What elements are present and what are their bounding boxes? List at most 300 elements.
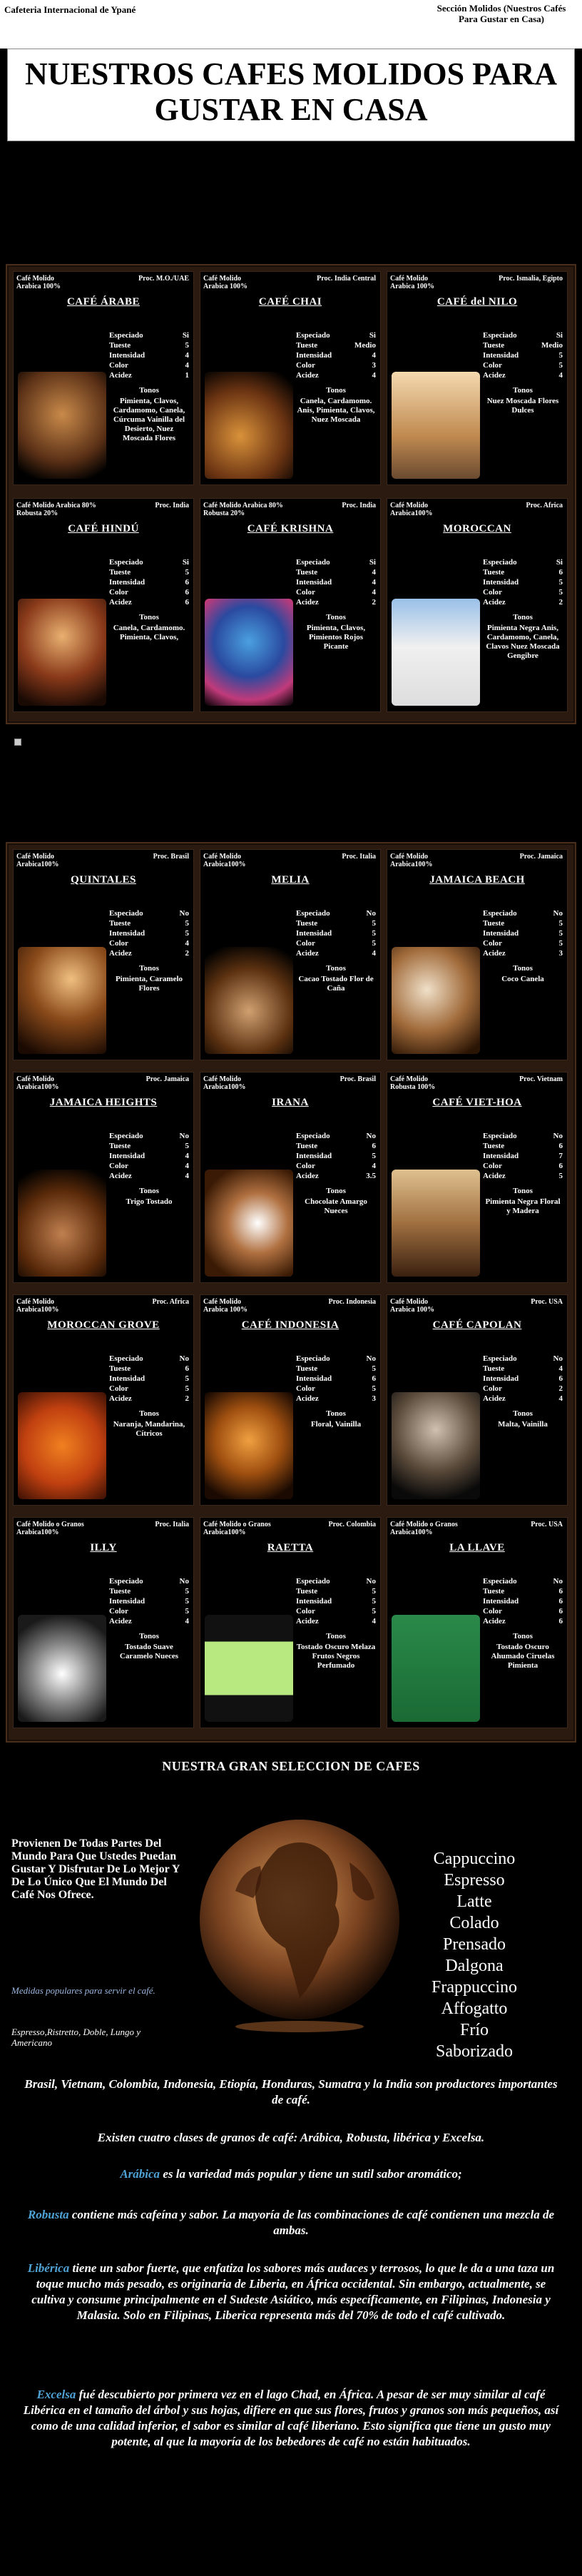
spec-value: 6: [372, 1142, 376, 1150]
shelf-classic: [6, 842, 576, 1743]
spec-label: Intensidad: [109, 578, 146, 587]
spec-label: Tueste: [296, 919, 318, 928]
spec-row: [296, 1394, 376, 1404]
spec-label: Acidez: [483, 598, 506, 607]
coffee-card: [200, 1072, 381, 1283]
spec-value: 4: [372, 371, 376, 380]
spec-row: [483, 918, 563, 928]
spec-row: [483, 1141, 563, 1151]
spec-label: Intensidad: [483, 578, 519, 587]
spec-value: 5: [185, 1374, 189, 1383]
spec-row: [109, 908, 189, 918]
spec-row: [483, 948, 563, 958]
coffee-card: [13, 1294, 194, 1506]
coffee-origin: Proc. Ismalia, Egipto: [499, 275, 563, 283]
spec-value: No: [553, 909, 563, 918]
spec-row: [296, 360, 376, 370]
tonos-value: Tostado Suave Caramelo Nueces: [119, 1643, 179, 1660]
spec-row: [483, 587, 563, 597]
spec-label: Acidez: [296, 1617, 319, 1626]
spec-row: [296, 1576, 376, 1586]
spec-value: 6: [185, 1364, 189, 1373]
spec-row: [109, 1171, 189, 1181]
spec-value: 5: [558, 361, 563, 370]
spec-row: [109, 1586, 189, 1596]
spec-list: [109, 1576, 189, 1626]
spec-value: 5: [558, 929, 563, 938]
spec-value: 5: [185, 1384, 189, 1393]
coffee-blend: Café Molido Arabica100%: [390, 853, 433, 868]
coffee-origin: Proc. USA: [531, 1521, 563, 1528]
spec-row: [296, 577, 376, 587]
spec-label: Especiado: [109, 1577, 143, 1586]
spec-row: [109, 370, 189, 380]
coffee-name: CAFÉ ÁRABE: [66, 296, 141, 308]
spec-label: Tueste: [483, 1587, 505, 1596]
spec-value: 6: [558, 1607, 563, 1616]
spec-label: Especiado: [296, 1132, 330, 1140]
spec-value: 3.5: [366, 1172, 376, 1180]
spec-label: Especiado: [483, 1132, 517, 1140]
coffee-image: [392, 1615, 480, 1722]
spec-row: [109, 1161, 189, 1171]
spec-value: 2: [185, 949, 189, 958]
spec-value: 5: [558, 939, 563, 948]
spec-row: [483, 577, 563, 587]
spec-row: [296, 1161, 376, 1171]
spec-value: Medio: [541, 341, 563, 350]
tonos-label: Tonos: [513, 613, 533, 622]
spec-label: Intensidad: [296, 578, 332, 587]
spec-label: Color: [296, 588, 315, 597]
spec-value: 5: [372, 919, 376, 928]
spec-row: [296, 370, 376, 380]
spec-row: [483, 557, 563, 567]
coffee-image: [392, 599, 480, 706]
tonos-value: Malta, Vainilla: [498, 1420, 548, 1429]
tonos-label: Tonos: [513, 1409, 533, 1418]
coffee-image: [205, 1170, 293, 1277]
spec-value: 5: [372, 1384, 376, 1393]
spec-row: [483, 1161, 563, 1171]
spec-label: Especiado: [296, 909, 330, 918]
spec-value: 4: [558, 1364, 563, 1373]
spec-value: 6: [185, 598, 189, 607]
spec-label: Color: [296, 1607, 315, 1616]
spec-value: No: [553, 1577, 563, 1586]
coffee-card: [387, 1072, 568, 1283]
spec-row: [296, 587, 376, 597]
top-header-bar: [0, 0, 582, 49]
spec-label: Acidez: [483, 1394, 506, 1403]
spec-value: 5: [185, 929, 189, 938]
spec-label: Tueste: [296, 568, 318, 577]
coffee-origin: Proc. Africa: [152, 1298, 189, 1306]
coffee-card: [13, 498, 194, 712]
spec-row: [296, 948, 376, 958]
spec-row: [109, 557, 189, 567]
drink-item: Affogatto: [441, 1999, 508, 2018]
spec-list: [483, 557, 563, 607]
spec-row: [483, 330, 563, 340]
spec-row: [109, 1384, 189, 1394]
spec-row: [483, 938, 563, 948]
spec-label: Acidez: [109, 598, 132, 607]
spec-value: 4: [372, 351, 376, 360]
spec-row: [109, 1151, 189, 1161]
spec-value: 6: [558, 1617, 563, 1626]
spec-label: Acidez: [296, 598, 319, 607]
spec-value: 5: [558, 351, 563, 360]
spec-value: 4: [372, 949, 376, 958]
tonos-value: Cacao Tostado Flor de Caña: [298, 975, 374, 993]
flavor-notes: [109, 1632, 189, 1661]
coffee-card: [387, 271, 568, 485]
coffee-blend: Café Molido Arabica 80% Robusta 20%: [16, 502, 96, 517]
coffee-name: LA LLAVE: [449, 1542, 505, 1553]
spec-row: [109, 928, 189, 938]
coffee-image: [18, 1615, 106, 1722]
spec-value: 5: [558, 1172, 563, 1180]
excelsa-word: Excelsa: [36, 2388, 76, 2401]
spec-label: Intensidad: [109, 351, 146, 360]
spec-value: 4: [185, 1172, 189, 1180]
spec-row: [483, 908, 563, 918]
spec-row: [109, 1606, 189, 1616]
spec-label: Intensidad: [296, 351, 332, 360]
spec-row: [483, 1171, 563, 1181]
coffee-blend: Café Molido Arabica100%: [16, 1075, 59, 1091]
spec-label: Acidez: [109, 949, 132, 958]
spec-label: Especiado: [483, 1577, 517, 1586]
coffee-origin: Proc. Italia: [155, 1521, 189, 1528]
spec-label: Acidez: [109, 1172, 132, 1180]
tonos-label: Tonos: [513, 964, 533, 973]
spec-value: No: [553, 1354, 563, 1363]
spec-value: No: [179, 1354, 189, 1363]
spec-label: Especiado: [483, 331, 517, 340]
spec-value: 4: [185, 351, 189, 360]
serving-types: Espresso,Ristretto, Doble, Lungo y Americano: [11, 2027, 141, 2048]
coffee-name: CAFÉ VIET-HOA: [432, 1097, 522, 1108]
coffee-origin: Proc. India: [342, 502, 376, 509]
spec-row: [296, 1606, 376, 1616]
tonos-value: Coco Canela: [501, 975, 544, 983]
spec-row: [109, 587, 189, 597]
spec-label: Color: [109, 1607, 128, 1616]
spec-label: Especiado: [109, 331, 143, 340]
tonos-label: Tonos: [139, 1187, 159, 1195]
robusta-text: [21, 2207, 561, 2238]
spec-value: 3: [372, 361, 376, 370]
serving-measures-heading: Medidas populares para servir el café.: [11, 1985, 155, 1996]
coffee-origin: Proc. India Central: [317, 275, 376, 283]
flavor-notes: [483, 1632, 563, 1670]
spec-value: 5: [185, 1607, 189, 1616]
coffee-blend: Café Molido Arabica 100%: [203, 275, 247, 290]
section-name: Sección Molidos (Nuestros Cafés Para Gustar en Casa): [436, 3, 566, 24]
spec-value: 5: [185, 568, 189, 577]
spec-value: 5: [372, 939, 376, 948]
spec-label: Tueste: [296, 1142, 318, 1150]
arabica-text: [21, 2166, 561, 2182]
spec-row: [483, 1586, 563, 1596]
spec-label: Especiado: [109, 1132, 143, 1140]
spec-label: Color: [483, 588, 502, 597]
coffee-name: CAFÉ KRISHNA: [247, 523, 334, 534]
spec-value: 5: [558, 578, 563, 587]
coffee-name: CAFÉ CHAI: [258, 296, 322, 308]
coffee-name: MELIA: [271, 874, 310, 886]
coffee-origin: Proc. Vietnam: [519, 1075, 563, 1083]
flavor-notes: [296, 1187, 376, 1216]
spec-label: Tueste: [483, 919, 505, 928]
flavor-notes: [109, 613, 189, 642]
spec-value: Si: [556, 558, 563, 567]
spec-value: 4: [558, 1394, 563, 1403]
spec-row: [109, 918, 189, 928]
tonos-value: Floral, Vainilla: [310, 1420, 362, 1429]
coffee-image: [205, 1615, 293, 1722]
spec-label: Intensidad: [109, 1152, 146, 1160]
spec-row: [296, 567, 376, 577]
spec-value: 4: [185, 939, 189, 948]
tonos-value: Pimienta, Clavos, Cardamomo, Canela, Cúrcuma Vainilla del Desierto, Nuez Moscada Flores: [113, 397, 185, 442]
coffee-card: [387, 1294, 568, 1506]
spec-label: Especiado: [483, 1354, 517, 1363]
spec-label: Intensidad: [109, 1597, 146, 1606]
spec-list: [296, 557, 376, 607]
spec-label: Color: [109, 1384, 128, 1393]
spec-value: 6: [558, 1162, 563, 1170]
drink-item: Prensado: [443, 1935, 506, 1954]
spec-label: Intensidad: [109, 1374, 146, 1383]
drink-item: Saborizado: [436, 2042, 513, 2061]
spec-value: 2: [185, 1394, 189, 1403]
spec-label: Especiado: [296, 1577, 330, 1586]
spec-value: 5: [372, 1607, 376, 1616]
spec-label: Intensidad: [483, 929, 519, 938]
spec-label: Tueste: [109, 568, 131, 577]
flavor-notes: [109, 1409, 189, 1439]
countries-text: Brasil, Vietnam, Colombia, Indonesia, Etiopía, Honduras, Sumatra y la India son productores importantes de café.: [24, 2077, 558, 2106]
spec-row: [296, 350, 376, 360]
coffee-image: [205, 372, 293, 479]
spec-label: Color: [296, 1162, 315, 1170]
coffee-image: [18, 1392, 106, 1499]
tonos-value: Pimienta Negra Anis, Cardamomo, Canela, Clavos Nuez Moscada Gengibre: [486, 624, 560, 660]
spec-label: Especiado: [483, 909, 517, 918]
coffee-card: [13, 849, 194, 1060]
spec-row: [296, 1374, 376, 1384]
tonos-label: Tonos: [139, 613, 159, 622]
coffee-name: CAFÉ CAPOLAN: [432, 1319, 522, 1331]
coffee-card: [200, 271, 381, 485]
flavor-notes: [109, 386, 189, 443]
spec-row: [109, 597, 189, 607]
spec-label: Tueste: [483, 1364, 505, 1373]
spec-label: Color: [483, 1162, 502, 1170]
spec-label: Tueste: [109, 1587, 131, 1596]
coffee-blend: Café Molido Arabica100%: [16, 853, 59, 868]
spec-label: Intensidad: [109, 929, 146, 938]
spec-value: 5: [372, 1364, 376, 1373]
robusta-word: Robusta: [27, 2208, 69, 2221]
spec-row: [109, 1364, 189, 1374]
spec-value: 1: [185, 371, 189, 380]
spec-value: Si: [369, 331, 376, 340]
coffee-name: RAETTA: [267, 1542, 314, 1553]
spec-value: 5: [185, 1587, 189, 1596]
coffee-origin: Proc. Jamaica: [519, 853, 563, 861]
spec-row: [483, 370, 563, 380]
shelf-specialty: [6, 264, 576, 724]
coffee-card: [200, 498, 381, 712]
spec-row: [296, 1586, 376, 1596]
spec-row: [296, 330, 376, 340]
spec-label: Color: [109, 939, 128, 948]
tonos-label: Tonos: [139, 964, 159, 973]
tonos-value: Tostado Oscuro Melaza Frutos Negros Perfumado: [296, 1643, 376, 1670]
coffee-card: [13, 1072, 194, 1283]
page-title: NUESTROS CAFES MOLIDOS PARA GUSTAR EN CASA: [7, 49, 575, 141]
spec-label: Acidez: [483, 1617, 506, 1626]
spec-label: Intensidad: [296, 1374, 332, 1383]
spec-value: 5: [372, 1597, 376, 1606]
spec-label: Acidez: [109, 1617, 132, 1626]
spec-row: [483, 340, 563, 350]
spec-label: Acidez: [296, 1394, 319, 1403]
spec-row: [483, 1374, 563, 1384]
spec-list: [109, 1131, 189, 1181]
coffee-origin: Proc. Africa: [526, 502, 563, 509]
spec-value: 6: [185, 578, 189, 587]
coffee-image: [392, 372, 480, 479]
flavor-notes: [296, 1632, 376, 1670]
tonos-label: Tonos: [326, 1632, 346, 1641]
spec-list: [296, 330, 376, 380]
spec-row: [296, 557, 376, 567]
spec-value: 2: [558, 598, 563, 607]
spec-label: Color: [483, 1384, 502, 1393]
spec-value: No: [366, 1354, 376, 1363]
coffee-card: [13, 1517, 194, 1728]
coffee-origin: Proc. Brasil: [153, 853, 189, 861]
spec-row: [109, 948, 189, 958]
coffee-name: IRANA: [272, 1097, 309, 1108]
coffee-name: MOROCCAN: [443, 523, 511, 534]
tonos-value: Canela, Cardamomo. Pimienta, Clavos,: [113, 624, 185, 642]
spec-label: Intensidad: [296, 929, 332, 938]
spec-row: [109, 1141, 189, 1151]
spec-row: [483, 1364, 563, 1374]
spec-row: [296, 1596, 376, 1606]
tonos-value: Pimienta, Clavos, Pimientos Rojos Picante: [306, 624, 366, 651]
spec-list: [109, 1354, 189, 1404]
coffee-blend: Café Molido Arabica100%: [16, 1298, 59, 1314]
spec-value: 2: [558, 1384, 563, 1393]
tonos-label: Tonos: [513, 386, 533, 395]
cafe-name: Cafeteria Internacional de Ypané: [4, 4, 136, 15]
spec-label: Acidez: [483, 949, 506, 958]
spec-value: No: [366, 1132, 376, 1140]
spec-label: Especiado: [109, 909, 143, 918]
liberica-word: Libérica: [27, 2261, 70, 2275]
tonos-value: Pimienta, Caramelo Flores: [115, 975, 183, 993]
spec-label: Color: [109, 588, 128, 597]
coffee-origin: Proc. Brasil: [340, 1075, 376, 1083]
coffee-image: [205, 1392, 293, 1499]
spec-label: Color: [109, 361, 128, 370]
spec-label: Color: [109, 1162, 128, 1170]
spec-row: [109, 1354, 189, 1364]
coffee-card: [13, 271, 194, 485]
broken-image-icon: [14, 739, 21, 746]
spec-value: 2: [372, 598, 376, 607]
tonos-label: Tonos: [326, 964, 346, 973]
spec-row: [296, 1171, 376, 1181]
arabica-desc: es la variedad más popular y tiene un sutil sabor aromático;: [160, 2167, 462, 2181]
coffee-blend: Café Molido Arabica 100%: [203, 1298, 247, 1314]
coffee-image: [18, 1170, 106, 1277]
spec-label: Acidez: [109, 371, 132, 380]
spec-label: Acidez: [483, 1172, 506, 1180]
liberica-desc: tiene un sabor fuerte, que enfatiza los sabores más audaces y terrosos, lo que le da a una taza un toque mucho más pesado, es originaria de Liberia, en África occidental. Sin embargo, actualmente, se cultiva y consume principalmente en el Sudeste Asiático, más específicamente, en Filipinas, Indonesia y Malasia. Solo en Filipinas, Liberica representa más del 70% de todo el café cultivado.: [31, 2261, 555, 2322]
spec-label: Intensidad: [483, 1152, 519, 1160]
flavor-notes: [296, 613, 376, 651]
flavor-notes: [296, 964, 376, 993]
spec-row: [483, 350, 563, 360]
spec-label: Intensidad: [296, 1597, 332, 1606]
spec-label: Tueste: [109, 1142, 131, 1150]
spec-list: [483, 330, 563, 380]
spec-value: 3: [558, 949, 563, 958]
spec-label: Tueste: [483, 568, 505, 577]
tonos-label: Tonos: [139, 1409, 159, 1418]
spec-row: [483, 1616, 563, 1626]
spec-label: Color: [483, 1607, 502, 1616]
spec-row: [483, 1354, 563, 1364]
spec-value: 5: [372, 929, 376, 938]
spec-label: Color: [483, 361, 502, 370]
excelsa-text: [21, 2387, 561, 2450]
spec-value: 5: [185, 341, 189, 350]
tonos-label: Tonos: [513, 1187, 533, 1195]
spec-label: Acidez: [296, 371, 319, 380]
drink-item: Dalgona: [445, 1957, 504, 1975]
coffee-image: [392, 1170, 480, 1277]
spec-list: [296, 1131, 376, 1181]
spec-value: Medio: [354, 341, 376, 350]
spec-value: Si: [369, 558, 376, 567]
drink-item: Espresso: [444, 1871, 505, 1890]
spec-row: [483, 567, 563, 577]
spec-row: [109, 1374, 189, 1384]
spec-row: [296, 1354, 376, 1364]
spec-value: 4: [372, 568, 376, 577]
coffee-blend: Café Molido Arabica 100%: [390, 1298, 434, 1314]
spec-row: [109, 567, 189, 577]
spec-value: 4: [372, 578, 376, 587]
spec-row: [109, 1131, 189, 1141]
coffee-name: ILLY: [90, 1542, 117, 1553]
spec-row: [483, 597, 563, 607]
spec-value: No: [179, 909, 189, 918]
tonos-label: Tonos: [326, 613, 346, 622]
spec-value: 5: [185, 1142, 189, 1150]
coffee-image: [392, 1392, 480, 1499]
spec-row: [483, 1606, 563, 1616]
